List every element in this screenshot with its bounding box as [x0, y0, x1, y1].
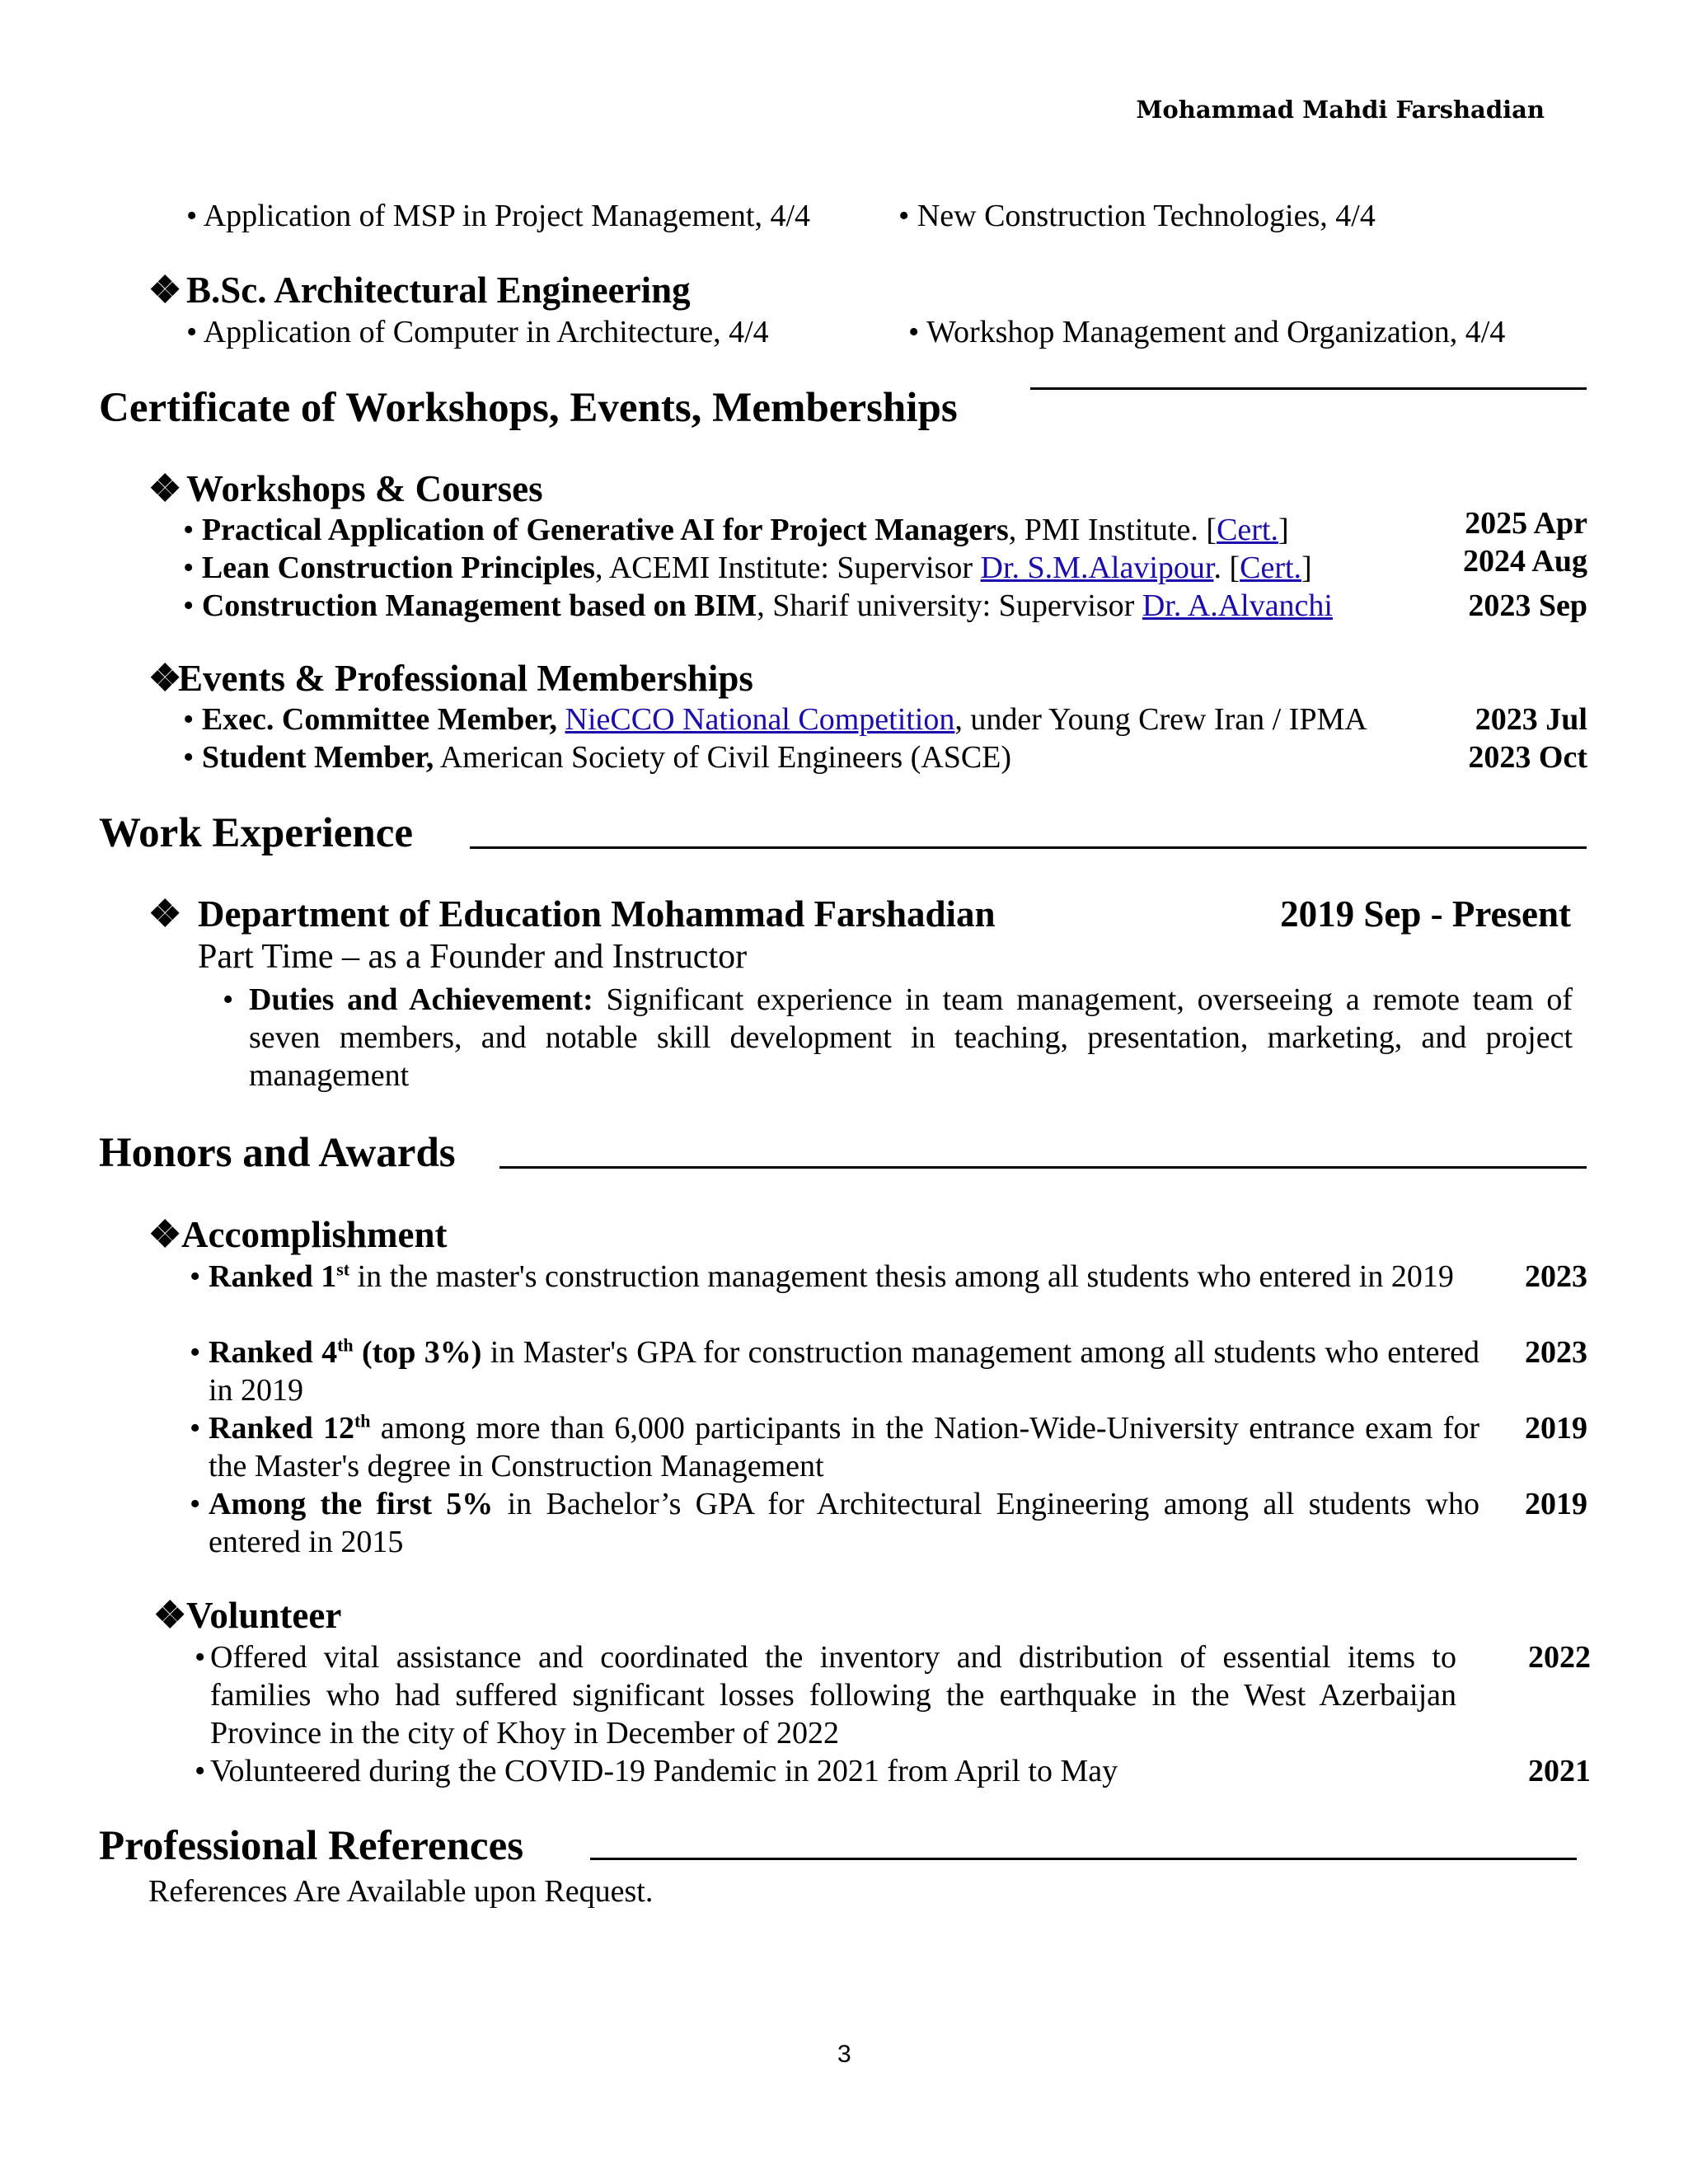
- work-org: ❖ Department of Education Mohammad Farshadian: [148, 893, 996, 935]
- section-heading-references: Professional References: [99, 1823, 524, 1869]
- bsc-title: ❖ B.Sc. Architectural Engineering: [148, 269, 691, 311]
- workshops-title: ❖ Workshops & Courses: [148, 468, 543, 509]
- item-date: 2022: [1528, 1640, 1591, 1675]
- bullet-dot: •: [223, 982, 234, 1017]
- competition-link[interactable]: NieCCO National Competition: [565, 702, 955, 737]
- workshop-item: • Practical Application of Generative AI for Project Managers, PMI Institute. [Cert.]: [183, 513, 1289, 547]
- course-label: Application of MSP in Project Management, 4/4: [203, 199, 811, 233]
- supervisor-link[interactable]: Dr. A.Alvanchi: [1142, 588, 1333, 623]
- work-period: 2019 Sep - Present: [1280, 893, 1571, 935]
- item-date: 2019: [1525, 1487, 1587, 1521]
- work-duties: Duties and Achievement: Significant experience in team management, overseeing a remote team of seven members, and notable skill development in teaching, presentation, marketing, and project management: [249, 982, 1573, 1093]
- diamond-bullet-icon: ❖: [148, 468, 182, 509]
- accomplishment-item: Among the first 5% in Bachelor’s GPA for Architectural Engineering among all students who entered in 2015: [209, 1487, 1479, 1559]
- volunteer-item: Offered vital assistance and coordinated the inventory and distribution of essential items to families who had suffered significant losses following the earthquake in the West Azerbaijan Province in the city of Khoy in December of 2022: [210, 1640, 1456, 1750]
- item-date: 2023 Jul: [1475, 702, 1587, 737]
- section-rule: [499, 1166, 1587, 1169]
- volunteer-item: Volunteered during the COVID-19 Pandemic in 2021 from April to May: [210, 1754, 1118, 1788]
- item-date: 2024 Aug: [1463, 544, 1587, 579]
- section-rule: [470, 846, 1587, 849]
- event-item: • Student Member, American Society of Civil Engineers (ASCE): [183, 740, 1012, 775]
- course-label: Application of Computer in Architecture, 4/4: [203, 315, 769, 349]
- course-item: • Application of MSP in Project Management, 4/4: [186, 199, 811, 233]
- bullet-dot: •: [195, 1640, 206, 1675]
- bullet-dot: •: [190, 1487, 201, 1521]
- item-date: 2023 Sep: [1468, 588, 1587, 623]
- item-date: 2021: [1528, 1754, 1591, 1788]
- page-number: 3: [837, 2041, 851, 2068]
- accomplishment-item: Ranked 12th among more than 6,000 participants in the Nation-Wide-University entrance exam for the Master's degree in Construction Management: [209, 1410, 1479, 1483]
- bullet-dot: •: [190, 1411, 201, 1446]
- event-item: • Exec. Committee Member, NieCCO National Competition, under Young Crew Iran / IPMA: [183, 702, 1367, 737]
- section-heading-honors: Honors and Awards: [99, 1130, 456, 1176]
- bullet-dot: •: [190, 1335, 201, 1370]
- diamond-bullet-icon: ❖: [148, 269, 182, 311]
- item-date: 2023: [1525, 1259, 1587, 1294]
- diamond-bullet-icon: ❖: [148, 893, 182, 935]
- workshop-item: • Lean Construction Principles, ACEMI Institute: Supervisor Dr. S.M.Alavipour. [Cert.]: [183, 551, 1312, 585]
- diamond-bullet-icon: ❖: [148, 1214, 182, 1255]
- supervisor-link[interactable]: Dr. S.M.Alavipour: [980, 551, 1214, 585]
- item-date: 2019: [1525, 1411, 1587, 1446]
- diamond-bullet-icon: ❖: [148, 658, 182, 699]
- cert-link[interactable]: Cert.: [1217, 513, 1278, 547]
- work-role: Part Time – as a Founder and Instructor: [198, 938, 748, 976]
- events-title: ❖Events & Professional Memberships: [148, 658, 753, 699]
- section-heading-certificates: Certificate of Workshops, Events, Memberships: [99, 385, 958, 431]
- accomplishment-item: Ranked 4th (top 3%) in Master's GPA for construction management among all students who entered in 2019: [209, 1334, 1480, 1408]
- diamond-bullet-icon: ❖: [153, 1595, 187, 1636]
- accomplishment-item: Ranked 1st in the master's construction management thesis among all students who entered in 2019: [209, 1258, 1454, 1294]
- item-date: 2023: [1525, 1335, 1587, 1370]
- course-label: Workshop Management and Organization, 4/4: [926, 315, 1506, 349]
- item-date: 2025 Apr: [1465, 506, 1587, 541]
- item-date: 2023 Oct: [1468, 740, 1587, 775]
- course-label: New Construction Technologies, 4/4: [917, 199, 1376, 233]
- volunteer-title: ❖Volunteer: [153, 1595, 342, 1636]
- accomplishment-title: ❖Accomplishment: [148, 1214, 448, 1255]
- bullet-dot: •: [190, 1259, 201, 1294]
- section-heading-work: Work Experience: [99, 810, 414, 856]
- course-item: • Application of Computer in Architecture, 4/4: [186, 315, 769, 349]
- section-rule: [1030, 387, 1587, 390]
- course-item: • Workshop Management and Organization, 4/4: [908, 315, 1506, 349]
- section-rule: [590, 1858, 1577, 1860]
- cert-link[interactable]: Cert.: [1240, 551, 1302, 585]
- course-item: • New Construction Technologies, 4/4: [898, 199, 1376, 233]
- workshop-item: • Construction Management based on BIM, Sharif university: Supervisor Dr. A.Alvanchi: [183, 588, 1333, 623]
- bullet-dot: •: [195, 1754, 206, 1788]
- references-text: References Are Available upon Request.: [148, 1874, 654, 1909]
- header-name: Mohammad Mahdi Farshadian: [1136, 96, 1545, 124]
